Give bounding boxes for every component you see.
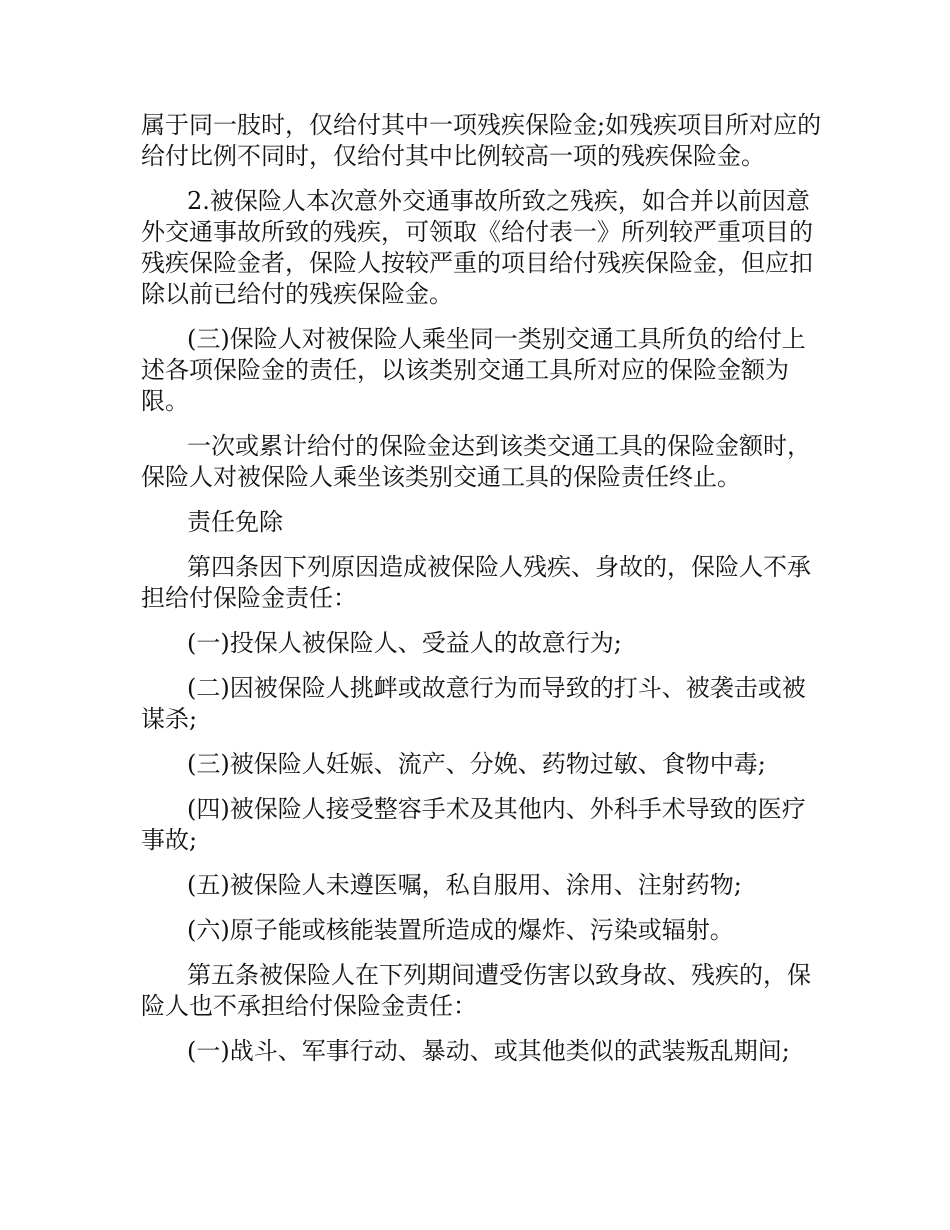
paragraph-article-5: 第五条被保险人在下列期间遭受伤害以致身故、残疾的，保险人也不承担给付保险金责任：	[141, 961, 811, 1020]
list-item-exclusion-4: (四)被保险人接受整容手术及其他内、外科手术导致的医疗事故;	[141, 795, 806, 854]
list-item-exclusion-3: (三)被保险人妊娠、流产、分娩、药物过敏、食物中毒;	[187, 750, 766, 778]
list-item-period-1: (一)战斗、军事行动、暴动、或其他类似的武装叛乱期间;	[187, 1037, 790, 1065]
list-item-exclusion-1: (一)投保人被保险人、受益人的故意行为;	[187, 629, 622, 657]
paragraph-clause-3: (三)保险人对被保险人乘坐同一类别交通工具所负的给付上述各项保险金的责任，以该类别交通工具所对应的保险金额为限。	[141, 325, 806, 415]
section-heading-exclusions: 责任免除	[187, 508, 283, 536]
document-body	[141, 110, 826, 1081]
paragraph-limit: 一次或累计给付的保险金达到该类交通工具的保险金额时，保险人对被保险人乘坐该类别交通工具的保险责任终止。	[141, 432, 811, 491]
paragraph-continuation: 属于同一肢时，仅给付其中一项残疾保险金;如残疾项目所对应的给付比例不同时，仅给付其中比例较高一项的残疾保险金。	[141, 111, 822, 170]
list-item-exclusion-5: (五)被保险人未遵医嘱，私自服用、涂用、注射药物;	[187, 871, 742, 899]
list-item-exclusion-6: (六)原子能或核能装置所造成的爆炸、污染或辐射。	[187, 916, 734, 944]
paragraph-item-2: 2.被保险人本次意外交通事故所致之残疾，如合并以前因意外交通事故所致的残疾，可领取《给付表一》所列较严重项目的残疾保险金者，保险人按较严重的项目给付残疾保险金，但应扣除以前已给付的残疾保险金。	[141, 187, 813, 308]
paragraph-article-4: 第四条因下列原因造成被保险人残疾、身故的，保险人不承担给付保险金责任：	[141, 553, 811, 612]
list-item-exclusion-2: (二)因被保险人挑衅或故意行为而导致的打斗、被袭击或被谋杀;	[141, 674, 806, 733]
